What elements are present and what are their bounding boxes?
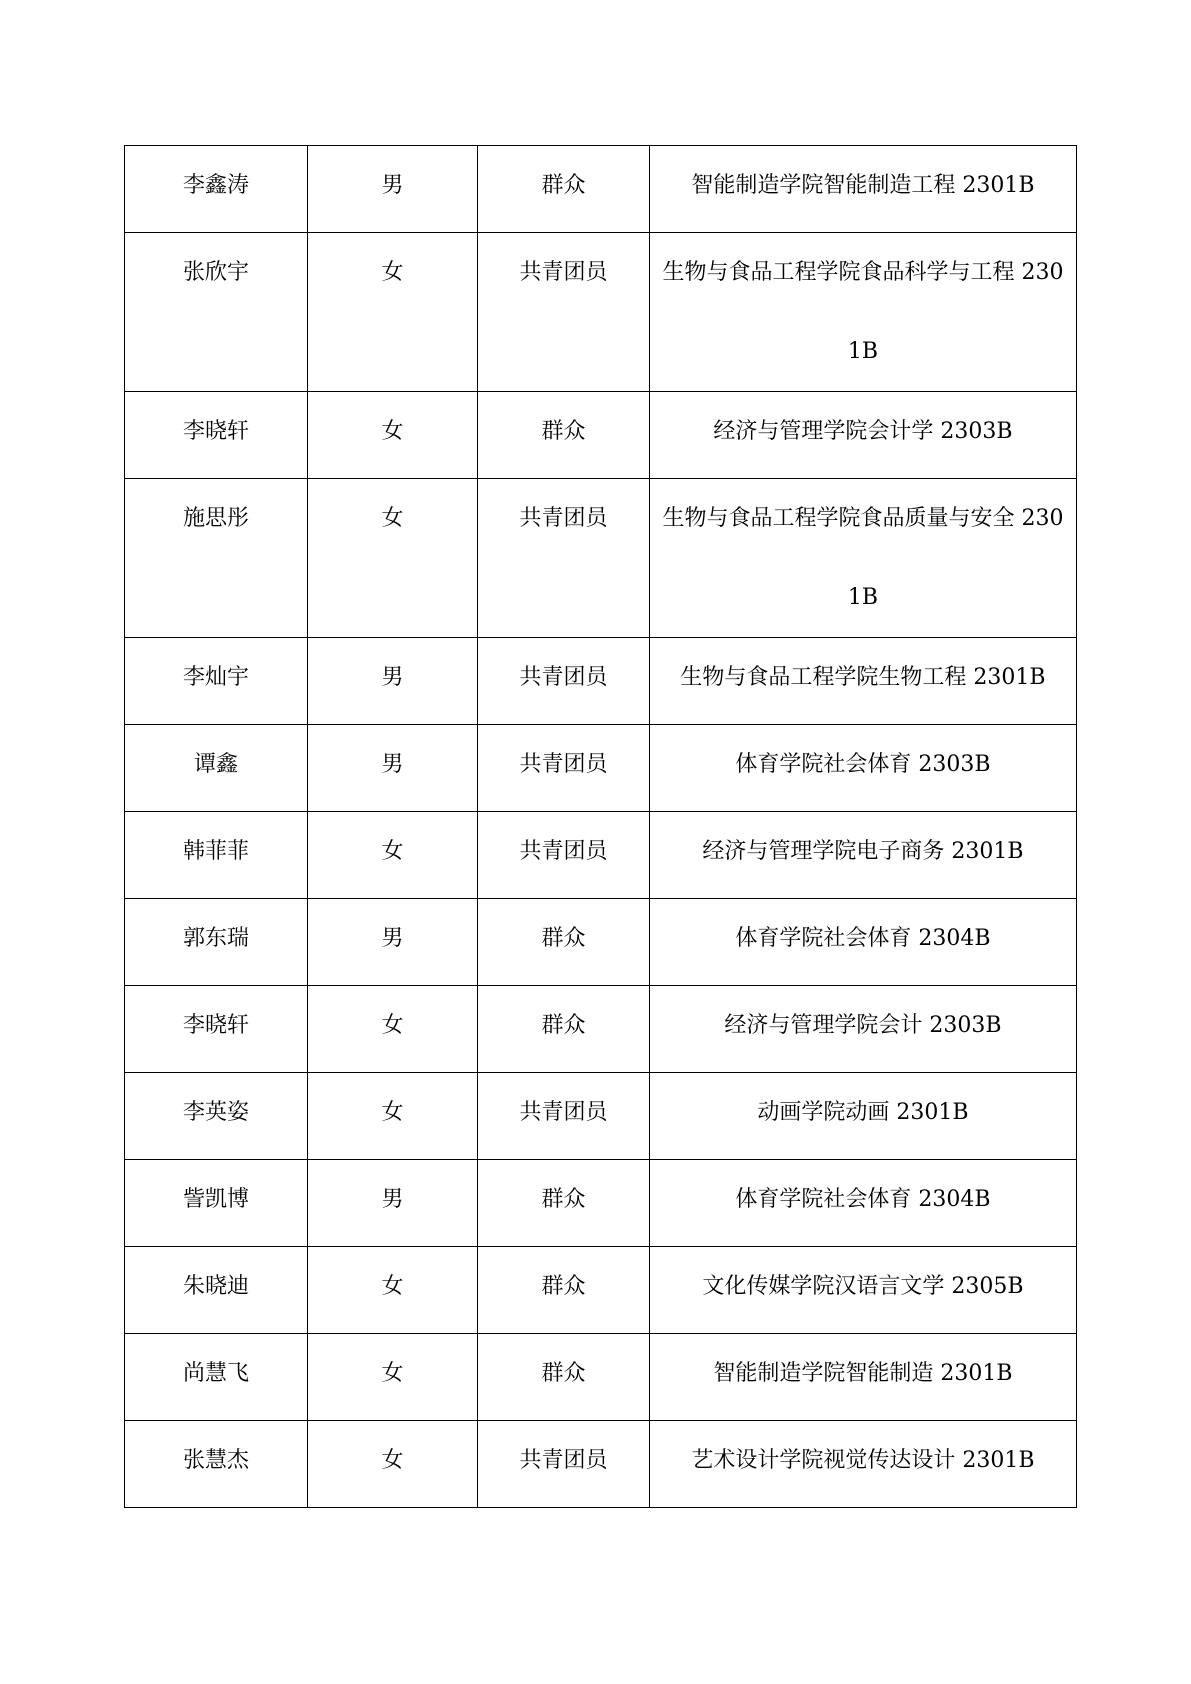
table-row [125, 638, 1077, 725]
gender-cell-text: 女 [381, 260, 404, 285]
major-cell-text: 生物与食品工程学院生物工程 2301B [680, 665, 1046, 690]
politics-cell [478, 812, 650, 899]
politics-cell-text: 群众 [541, 1187, 586, 1212]
gender-cell-text: 女 [381, 1100, 404, 1125]
gender-cell [308, 1247, 478, 1334]
major-cell-text: 动画学院动画 2301B [757, 1100, 969, 1125]
major-cell-text: 艺术设计学院视觉传达设计 2301B [691, 1448, 1035, 1473]
table-row [125, 986, 1077, 1073]
major-cell-text: 体育学院社会体育 2304B [735, 926, 991, 951]
name-cell [125, 899, 308, 986]
gender-cell [308, 479, 478, 638]
major-cell-text: 经济与管理学院会计 2303B [724, 1013, 1002, 1038]
name-cell-text: 李英姿 [182, 1100, 249, 1125]
name-cell [125, 725, 308, 812]
gender-cell-text: 女 [381, 506, 404, 531]
name-cell [125, 479, 308, 638]
name-cell-text: 张欣宇 [182, 260, 249, 285]
table-row [125, 812, 1077, 899]
major-cell-text: 体育学院社会体育 2303B [735, 752, 991, 777]
gender-cell [308, 725, 478, 812]
politics-cell-text: 共青团员 [519, 839, 608, 864]
major-cell [650, 725, 1077, 812]
major-cell [650, 1073, 1077, 1160]
table-row [125, 725, 1077, 812]
major-cell [650, 1334, 1077, 1421]
politics-cell-text: 共青团员 [519, 260, 608, 285]
politics-cell-text: 群众 [541, 173, 586, 198]
table-row [125, 1160, 1077, 1247]
major-cell [650, 812, 1077, 899]
politics-cell [478, 1334, 650, 1421]
politics-cell-text: 群众 [541, 1274, 586, 1299]
politics-cell-text: 群众 [541, 419, 586, 444]
name-cell [125, 1334, 308, 1421]
gender-cell [308, 638, 478, 725]
gender-cell-text: 女 [381, 1361, 404, 1386]
name-cell [125, 986, 308, 1073]
gender-cell-text: 女 [381, 419, 404, 444]
gender-cell [308, 146, 478, 233]
politics-cell-text: 群众 [541, 1013, 586, 1038]
name-cell-text: 谭鑫 [193, 752, 238, 777]
name-cell-text: 李晓轩 [182, 1013, 249, 1038]
politics-cell [478, 725, 650, 812]
politics-cell-text: 共青团员 [519, 1448, 608, 1473]
major-cell [650, 1160, 1077, 1247]
major-cell-text: 经济与管理学院会计学 2303B [713, 419, 1013, 444]
gender-cell-text: 男 [381, 173, 404, 198]
gender-cell [308, 986, 478, 1073]
name-cell [125, 812, 308, 899]
name-cell-text: 李灿宇 [182, 665, 249, 690]
gender-cell-text: 女 [381, 1448, 404, 1473]
table-row [125, 1073, 1077, 1160]
gender-cell [308, 899, 478, 986]
major-cell-text: 体育学院社会体育 2304B [735, 1187, 991, 1212]
politics-cell [478, 1247, 650, 1334]
table-row [125, 1421, 1077, 1508]
name-cell-text: 韩菲菲 [182, 839, 249, 864]
major-cell-text: 经济与管理学院电子商务 2301B [702, 839, 1024, 864]
table-row [125, 146, 1077, 233]
roster-body [125, 146, 1077, 1508]
politics-cell [478, 146, 650, 233]
politics-cell-text: 群众 [541, 1361, 586, 1386]
name-cell-text: 郭东瑞 [182, 926, 249, 951]
politics-cell-text: 共青团员 [519, 1100, 608, 1125]
gender-cell [308, 1421, 478, 1508]
gender-cell-text: 男 [381, 926, 404, 951]
gender-cell [308, 1073, 478, 1160]
major-cell [650, 986, 1077, 1073]
name-cell [125, 638, 308, 725]
table-row [125, 1247, 1077, 1334]
politics-cell [478, 899, 650, 986]
major-cell [650, 1247, 1077, 1334]
gender-cell-text: 女 [381, 1013, 404, 1038]
name-cell [125, 1160, 308, 1247]
politics-cell-text: 共青团员 [519, 506, 608, 531]
politics-cell-text: 共青团员 [519, 752, 608, 777]
gender-cell [308, 1334, 478, 1421]
major-cell-text: 生物与食品工程学院食品科学与工程 2301B [662, 260, 1064, 364]
name-cell [125, 146, 308, 233]
name-cell-text: 李鑫涛 [182, 173, 249, 198]
politics-cell [478, 1160, 650, 1247]
politics-cell [478, 638, 650, 725]
major-cell [650, 638, 1077, 725]
gender-cell [308, 1160, 478, 1247]
name-cell-text: 李晓轩 [182, 419, 249, 444]
name-cell-text: 尚慧飞 [182, 1361, 249, 1386]
gender-cell-text: 男 [381, 1187, 404, 1212]
major-cell-text: 文化传媒学院汉语言文学 2305B [702, 1274, 1024, 1299]
table-row [125, 899, 1077, 986]
gender-cell-text: 男 [381, 752, 404, 777]
gender-cell-text: 女 [381, 839, 404, 864]
politics-cell [478, 233, 650, 392]
name-cell [125, 1421, 308, 1508]
name-cell [125, 392, 308, 479]
gender-cell-text: 男 [381, 665, 404, 690]
name-cell-text: 訾凯博 [182, 1187, 249, 1212]
major-cell-text: 智能制造学院智能制造工程 2301B [691, 173, 1035, 198]
politics-cell-text: 共青团员 [519, 665, 608, 690]
name-cell [125, 1247, 308, 1334]
major-cell [650, 479, 1077, 638]
major-cell [650, 1421, 1077, 1508]
major-cell [650, 233, 1077, 392]
gender-cell [308, 392, 478, 479]
gender-cell-text: 女 [381, 1274, 404, 1299]
major-cell [650, 146, 1077, 233]
table-row [125, 392, 1077, 479]
name-cell-text: 施思彤 [182, 506, 249, 531]
name-cell-text: 张慧杰 [182, 1448, 249, 1473]
politics-cell [478, 1421, 650, 1508]
table-row [125, 1334, 1077, 1421]
major-cell [650, 899, 1077, 986]
table-row [125, 233, 1077, 392]
gender-cell [308, 812, 478, 899]
politics-cell [478, 1073, 650, 1160]
major-cell [650, 392, 1077, 479]
politics-cell [478, 986, 650, 1073]
name-cell [125, 233, 308, 392]
student-roster-table [124, 145, 1077, 1508]
gender-cell [308, 233, 478, 392]
name-cell-text: 朱晓迪 [182, 1274, 249, 1299]
name-cell [125, 1073, 308, 1160]
major-cell-text: 生物与食品工程学院食品质量与安全 2301B [662, 506, 1064, 610]
major-cell-text: 智能制造学院智能制造 2301B [713, 1361, 1013, 1386]
politics-cell [478, 479, 650, 638]
politics-cell [478, 392, 650, 479]
politics-cell-text: 群众 [541, 926, 586, 951]
table-row [125, 479, 1077, 638]
